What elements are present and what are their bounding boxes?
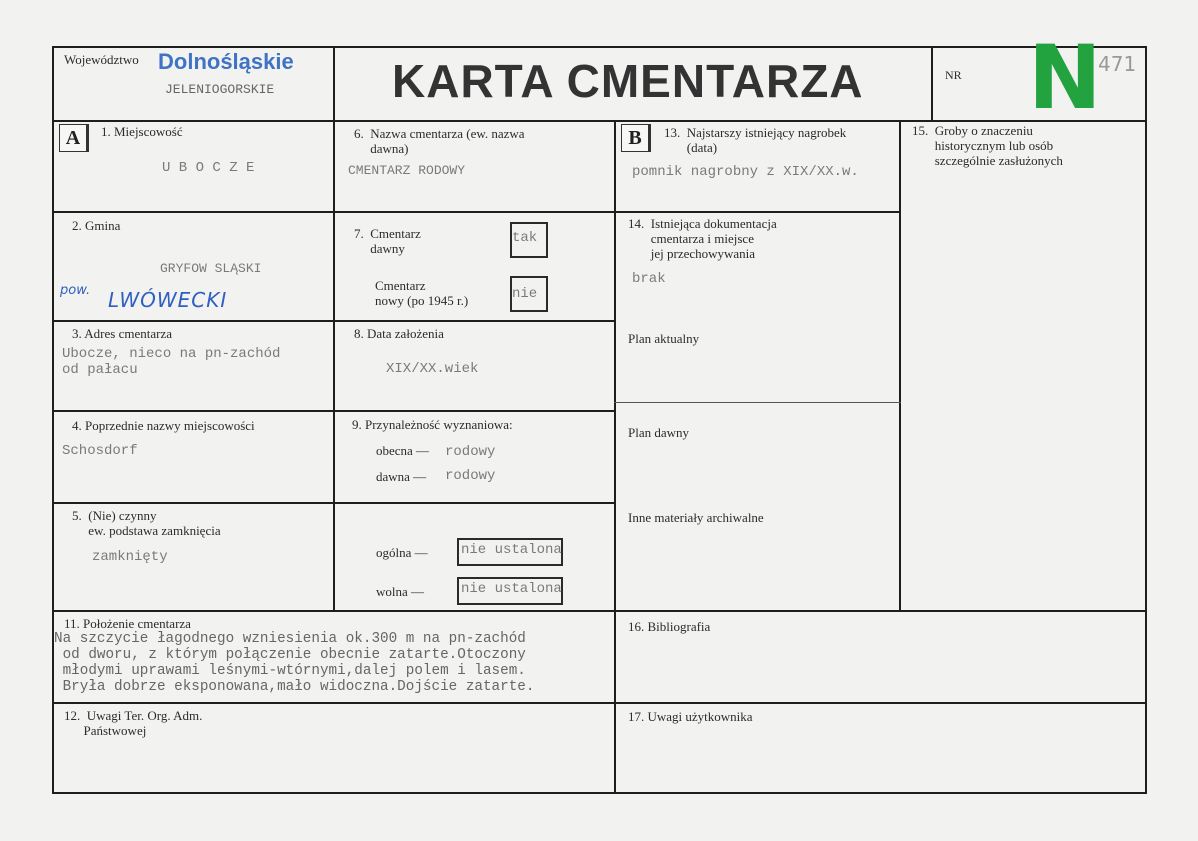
field-13-value: pomnik nagrobny z XIX/XX.w.: [632, 164, 859, 180]
row-line-7: [614, 702, 1147, 704]
field-14-label: 14. Istniejąca dokumentacja cmentarza i miejsce jej przechowywania: [628, 216, 777, 261]
frame-bottom-line: [52, 792, 1147, 794]
field-1-value: U B O C Z E: [162, 160, 255, 176]
field-1-label: 1. Miejscowość: [101, 124, 183, 139]
field-5-label: 5. (Nie) czynny ew. podstawa zamknięcia: [72, 508, 221, 538]
field-11-label: 11. Położenie cmentarza: [64, 616, 191, 631]
field-9-label: 9. Przynależność wyznaniowa:: [352, 417, 513, 432]
header-vline-1: [333, 46, 335, 122]
field-2-handwritten: LWÓWECKI: [108, 288, 228, 312]
field-15-label: 15. Groby o znaczeniu historycznym lub osób szczególnie zasłużonych: [912, 123, 1063, 168]
field-2-label: 2. Gmina: [72, 218, 121, 233]
col-vline-a: [333, 120, 335, 610]
nr-small: 471: [1098, 52, 1137, 76]
field-9-former-label: dawna —: [376, 469, 427, 484]
plan-current-label: Plan aktualny: [628, 331, 700, 346]
field-10-total-label: ogólna —: [376, 545, 428, 560]
field-10-total-value: nie ustalona: [461, 542, 562, 558]
row-line-2: [52, 320, 616, 322]
nr-handwritten: N: [1028, 26, 1102, 129]
field-7-label-old: 7. Cmentarz dawny: [354, 226, 421, 256]
voivodeship-stamp: Dolnośląskie: [158, 49, 294, 74]
section-b-letter: B: [621, 124, 651, 152]
field-16-label: 16. Bibliografia: [628, 619, 711, 634]
field-14-value: brak: [632, 271, 666, 287]
field-6-label: 6. Nazwa cmentarza (ew. nazwa dawna): [354, 126, 525, 156]
field-5-value: zamknięty: [92, 549, 168, 565]
field-7-value-old: tak: [512, 230, 538, 246]
row-line-1: [52, 211, 616, 213]
frame-top-line: [52, 46, 1147, 48]
field-4-value: Schosdorf: [62, 443, 138, 459]
row-line-b: [614, 211, 901, 213]
field-3-value: Ubocze, nieco na pn-zachód od pałacu: [62, 346, 281, 378]
field-9-former-value: rodowy: [445, 468, 496, 484]
field-11-value: Na szczycie łagodnego wzniesienia ok.300 m na pn-zachód od dworu, z którym połączenie obecnie zatarte.Otoczony młodymi uprawami leśnymi-wtórnymi,dalej polem i lasem. Bryła dobrze eksponowana,mało widoczna.Dojście zatarte.: [54, 631, 535, 695]
field-7-value-new: nie: [512, 286, 538, 302]
field-10-free-label: wolna —: [376, 584, 425, 599]
section-a-letter: A: [59, 124, 89, 152]
col-vline-c: [899, 120, 901, 612]
field-2-value: GRYFOW SLĄSKI: [160, 261, 262, 276]
frame-right-line: [1145, 46, 1147, 794]
field-7-label-new: Cmentarz nowy (po 1945 r.): [375, 278, 469, 308]
plan-divider: [614, 402, 901, 403]
row-line-5: [52, 610, 1147, 612]
plan-former-label: Plan dawny: [628, 425, 690, 440]
field-12-label: 12. Uwagi Ter. Org. Adm. Państwowej: [64, 708, 203, 738]
voivodeship-label: Województwo: [64, 52, 139, 67]
field-17-label: 17. Uwagi użytkownika: [628, 709, 753, 724]
col-vline-b: [614, 120, 616, 794]
field-10-free-value: nie ustalona: [461, 581, 562, 597]
field-13-label: 13. Najstarszy istniejący nagrobek (data): [664, 125, 847, 155]
other-materials-label: Inne materiały archiwalne: [628, 510, 764, 525]
row-line-6: [52, 702, 616, 704]
card-title: KARTA CMENTARZA: [392, 55, 864, 107]
field-9-current-value: rodowy: [445, 444, 496, 460]
field-2-pow: pow.: [60, 283, 91, 298]
field-9-current-label: obecna —: [376, 443, 430, 458]
field-4-label: 4. Poprzednie nazwy miejscowości: [72, 418, 255, 433]
field-3-label: 3. Adres cmentarza: [72, 326, 172, 341]
header-vline-2: [931, 46, 933, 122]
row-line-3: [52, 410, 616, 412]
row-line-4: [52, 502, 616, 504]
voivodeship-old: JELENIOGORSKIE: [165, 82, 275, 97]
field-8-value: XIX/XX.wiek: [386, 361, 479, 377]
header-divider: [52, 120, 1147, 122]
nr-label: NR: [945, 68, 962, 82]
field-8-label: 8. Data założenia: [354, 326, 444, 341]
field-6-value: CMENTARZ RODOWY: [348, 163, 466, 178]
